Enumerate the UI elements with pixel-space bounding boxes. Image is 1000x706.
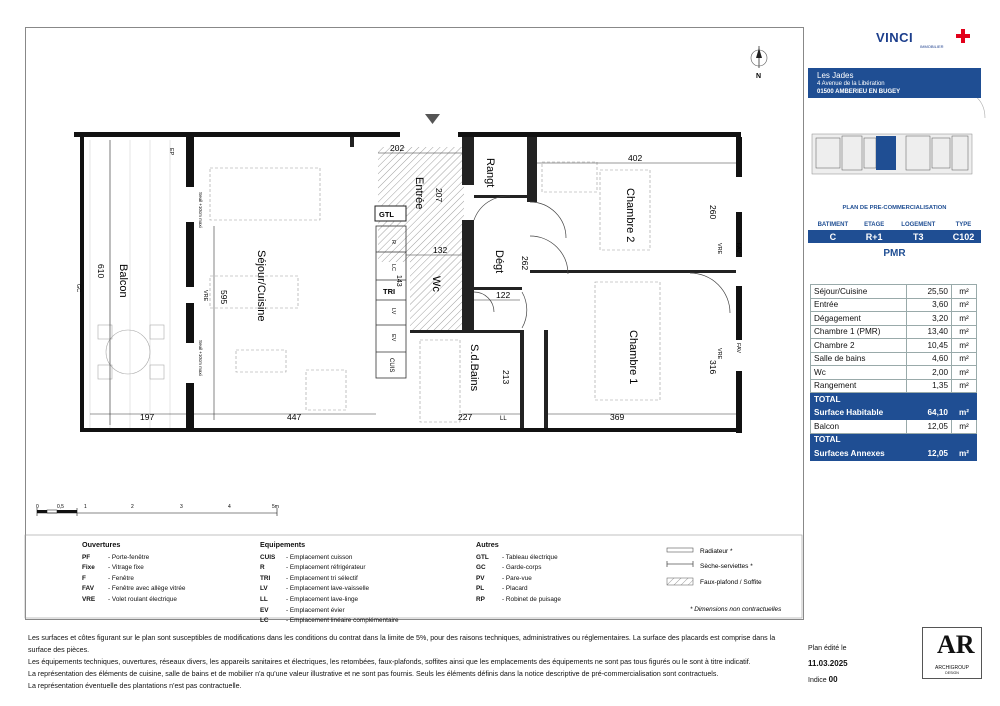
lot-header-batiment: BATIMENT xyxy=(817,221,849,228)
room-chambre1: Chambre 1 xyxy=(627,330,639,385)
legend-row: GTL - Tableau électrique xyxy=(476,553,558,561)
svg-text:N: N xyxy=(756,73,762,80)
legend-row: PV - Pare-vue xyxy=(476,574,532,582)
tag-allege-2: Seuil +10cm maxi xyxy=(198,340,203,376)
vinci-cross-icon xyxy=(956,29,970,43)
table-row: Chambre 2 10,45 m² xyxy=(811,339,977,353)
legend-row: RP - Robinet de puisage xyxy=(476,595,561,603)
scale-label-2: 1 xyxy=(84,504,87,510)
tag-allege-1: Seuil +10cm maxi xyxy=(198,192,203,228)
lot-header-type: TYPE xyxy=(955,221,972,228)
legend-radiateur: Radiateur * xyxy=(700,548,733,555)
legend-equipements-title: Equipements xyxy=(260,540,306,549)
door-swings xyxy=(474,196,730,328)
balcon-grid xyxy=(90,140,170,430)
tag-gc: GC xyxy=(75,284,81,293)
legend-row: LC - Emplacement linéaire complémentaire xyxy=(260,617,399,625)
indice-value: 00 xyxy=(828,675,838,684)
project-name: Les Jades xyxy=(817,71,854,80)
tag-lc: LC xyxy=(390,264,396,272)
scale-label-0: 0 xyxy=(36,504,39,510)
pmr-tag: PMR xyxy=(883,248,906,259)
table-row: Entrée 3,60 m² xyxy=(811,298,977,312)
tag-r: R xyxy=(390,240,396,244)
room-sejour: Séjour/Cuisine xyxy=(255,250,267,322)
legend-autres-title: Autres xyxy=(476,540,499,549)
legend-faux-plafond: Faux-plafond / Soffite xyxy=(700,579,762,586)
legend-row: GC - Garde-corps xyxy=(476,564,542,572)
lot-value-logement: T3 xyxy=(891,230,946,243)
note-line: Les équipements techniques, ouvertures, réseaux divers, les appareils sanitaires et électriques, les retombées, faux-plafonds, soffites ainsi que les emplacements des équipements ne sont pas tous figurés ou le sont à titre indicatif. xyxy=(28,658,751,666)
table-row: Dégagement 3,20 m² xyxy=(811,312,977,326)
dim-143: 143 xyxy=(395,275,402,287)
dim-595: 595 xyxy=(219,290,229,305)
legend-seche-serviettes: Sèche-serviettes * xyxy=(700,563,753,570)
tag-ev: EV xyxy=(390,334,396,342)
lot-table xyxy=(808,219,981,243)
tag-fav-2: FAV xyxy=(735,343,741,353)
total-habitable-row-1: TOTAL xyxy=(811,393,977,407)
lot-header-etage: ETAGE xyxy=(864,221,885,228)
tag-tri: TRI xyxy=(383,287,396,296)
surfaces-table xyxy=(810,284,977,461)
tag-gtl: GTL xyxy=(379,210,394,219)
room-rangt: Rangt xyxy=(484,158,496,188)
indice-label: Indice xyxy=(808,677,827,684)
room-degt: Dégt xyxy=(493,250,505,274)
tag-ep: EP xyxy=(168,148,174,156)
edition-label: Plan édité le xyxy=(808,645,847,652)
table-row: Wc 2,00 m² xyxy=(811,366,977,380)
table-row: Rangement 1,35 m² xyxy=(811,379,977,393)
legend-footnote: * Dimensions non contractuelles xyxy=(690,606,782,613)
room-sdb: S.d.Bains xyxy=(468,344,480,392)
plan-type: PLAN DE PRE-COMMERCIALISATION xyxy=(842,205,947,211)
architect-sub: DESIGN xyxy=(945,671,959,675)
room-balcon: Balcon xyxy=(117,264,129,298)
dim-447: 447 xyxy=(287,412,302,422)
note-line: La représentation des éléments de cuisine, salle de bains et de mobilier n'a qu'une valeur illustrative et ne sont pas fournis. Seuls les éléments définis dans la notice descriptive de pré-commercialisation sont contractuels. xyxy=(28,670,719,678)
balcon-furniture xyxy=(98,325,164,379)
lot-value-batiment: C xyxy=(808,230,858,243)
project-address: 4 Avenue de la Libération xyxy=(817,81,885,87)
balcon-row: Balcon 12,05 m² xyxy=(811,420,977,434)
tag-cuis: CUIS xyxy=(388,358,394,373)
legend-row: VRE - Volet roulant électrique xyxy=(82,595,177,603)
project-block xyxy=(808,68,981,98)
faux-plafond-wc xyxy=(410,262,464,330)
legend-autres xyxy=(476,540,561,606)
scale-bar xyxy=(37,508,277,516)
legend-ouvertures xyxy=(82,540,185,606)
mass-plan-thumbnail xyxy=(806,126,982,182)
legend-row: EV - Emplacement évier xyxy=(260,606,345,614)
legend-row: PF - Porte-fenêtre xyxy=(82,553,150,561)
dim-262: 262 xyxy=(520,256,530,271)
table-row: Séjour/Cuisine 25,50 m² xyxy=(811,285,977,299)
scale-label-1: 0,5 xyxy=(57,504,64,510)
edition-date: 11.03.2025 xyxy=(808,659,848,668)
lot-header-logement: LOGEMENT xyxy=(901,221,936,228)
legend-row: Fixe - Vitrage fixe xyxy=(82,564,144,572)
dim-213: 213 xyxy=(501,370,511,385)
legend-row: F - Fenêtre xyxy=(82,574,134,582)
legend-row: LL - Emplacement lave-linge xyxy=(260,595,359,603)
dim-132: 132 xyxy=(433,245,448,255)
disclaimer-notes xyxy=(28,632,798,692)
dim-610: 610 xyxy=(96,264,106,279)
dim-260: 260 xyxy=(708,205,718,220)
legend-row: FAV - Fenêtre avec allège vitrée xyxy=(82,585,186,593)
note-line: La représentation éventuelle des plantations n'est pas contractuelle. xyxy=(28,682,242,690)
lot-value-etage: R+1 xyxy=(858,230,891,243)
architect-mark: AR xyxy=(937,630,975,659)
total-annexes-row-2: Surfaces Annexes 12,05 m² xyxy=(811,447,977,461)
lot-value-type: C102 xyxy=(946,230,981,243)
entrance-arrow xyxy=(425,114,440,124)
legend-row: CUIS - Emplacement cuisson xyxy=(260,553,353,561)
brand-logo: VINCI xyxy=(876,30,914,45)
dim-202: 202 xyxy=(390,143,405,153)
tag-vre-1: VRE xyxy=(716,243,722,255)
dim-227: 227 xyxy=(458,412,473,422)
scale-label-4: 3 xyxy=(180,504,183,510)
brand-sub: IMMOBILIER xyxy=(920,44,944,49)
legend-row: R - Emplacement réfrigérateur xyxy=(260,564,366,572)
tag-vre-2: VRE xyxy=(716,348,722,360)
scale-label-5: 4 xyxy=(228,504,231,510)
scale-label-6: 5m xyxy=(272,504,279,510)
legend-row: LV - Emplacement lave-vaisselle xyxy=(260,585,370,593)
legend-symbols xyxy=(667,548,693,585)
dim-122: 122 xyxy=(496,290,511,300)
room-entree: Entrée xyxy=(413,177,425,210)
room-chambre2: Chambre 2 xyxy=(624,188,636,243)
note-line: Les surfaces et côtes figurant sur le plan sont susceptibles de modifications dans les conditions du contrat dans la limite de 5%, pour des raisons techniques, administratives ou réglementaires. La surface des placards est comprise dans la surface des pièces. xyxy=(28,634,776,654)
table-row: Salle de bains 4,60 m² xyxy=(811,352,977,366)
tag-ll: LL xyxy=(500,416,507,422)
total-annexes-row-1: TOTAL xyxy=(811,433,977,447)
edition-block xyxy=(808,641,848,688)
tag-fav-1: FAV xyxy=(735,243,741,253)
dim-316: 316 xyxy=(708,360,718,375)
room-wc: Wc xyxy=(430,276,442,292)
architect-logo xyxy=(922,627,982,679)
total-habitable-row-2: Surface Habitable 64,10 m² xyxy=(811,406,977,420)
table-row: Chambre 1 (PMR) 13,40 m² xyxy=(811,325,977,339)
scale-label-3: 2 xyxy=(131,504,134,510)
legend-row: PL - Placard xyxy=(476,585,528,593)
project-city: 01500 AMBERIEU EN BUGEY xyxy=(817,89,901,95)
dim-369: 369 xyxy=(610,412,625,422)
architect-name: ARCHIGROUP xyxy=(935,665,969,671)
dim-197: 197 xyxy=(140,412,155,422)
tag-lv: LV xyxy=(390,308,396,315)
dim-402: 402 xyxy=(628,153,643,163)
tag-vre-3: VRE xyxy=(202,290,208,302)
legend-equipements xyxy=(260,540,399,627)
north-arrow xyxy=(751,46,767,80)
legend-row: TRI - Emplacement tri sélectif xyxy=(260,574,358,582)
dim-207: 207 xyxy=(434,188,444,203)
legend-ouvertures-title: Ouvertures xyxy=(82,540,121,549)
